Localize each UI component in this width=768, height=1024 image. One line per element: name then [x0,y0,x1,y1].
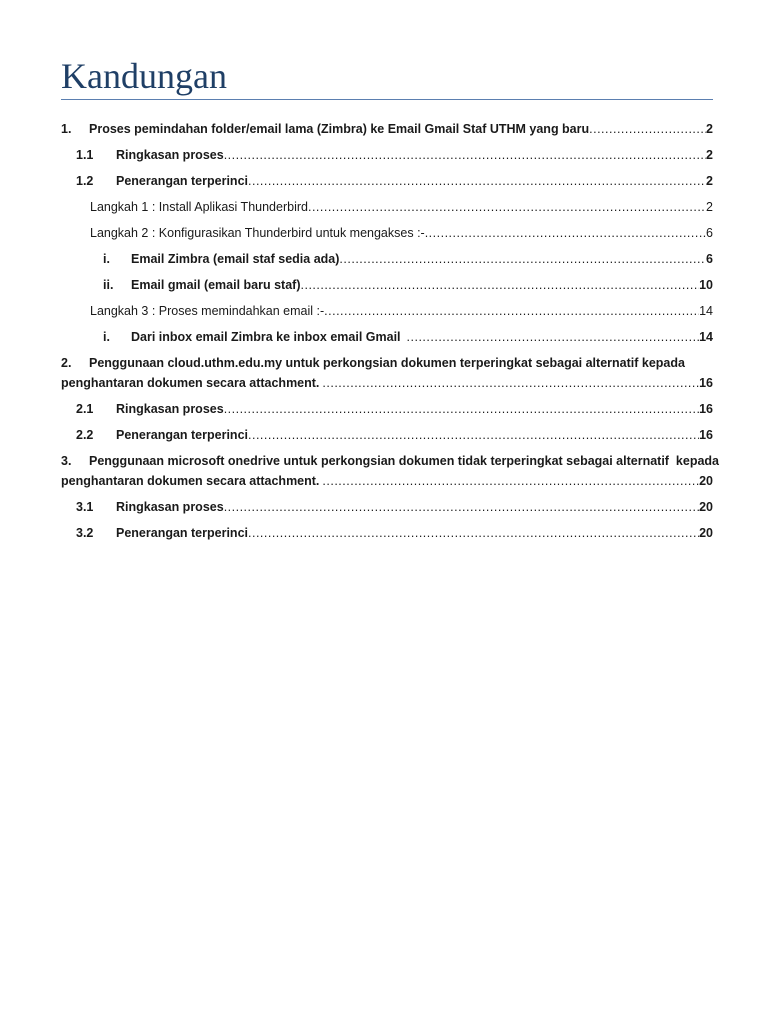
toc-number: i. [103,330,110,344]
dot-leader [308,197,706,217]
toc-page-number: 6 [706,252,713,266]
toc-text: Ringkasan proses [116,500,224,514]
toc-page-number: 20 [699,500,713,514]
toc-text: Penerangan terperinci [116,526,248,540]
toc-text: Penerangan terperinci [116,174,248,188]
toc-text-line-2: penghantaran dokumen secara attachment. [61,474,320,488]
toc-page-number: 6 [706,226,713,240]
toc-page-number: 20 [699,526,713,540]
dot-leader [322,373,699,393]
toc-page-number: 14 [699,330,713,344]
toc-entry-3-2[interactable] [61,523,713,543]
toc-number: ii. [103,278,114,292]
toc-entry-langkah-2-i[interactable] [61,249,713,269]
toc-entry-langkah-1[interactable] [61,197,713,217]
dot-leader [425,223,706,243]
toc-entry-2-1[interactable] [61,399,713,419]
toc-page-number: 14 [699,304,713,318]
dot-leader [301,275,700,295]
toc-number: 2.1 [76,402,94,416]
toc-page-number: 2 [706,200,713,214]
toc-number: i. [103,252,110,266]
toc-entry-1-2[interactable] [61,171,713,191]
toc-entry-langkah-2-ii[interactable] [61,275,713,295]
table-of-contents [61,118,719,543]
toc-text: Ringkasan proses [116,402,224,416]
toc-entry-2[interactable] [61,353,713,393]
toc-text-line-1: Penggunaan microsoft onedrive untuk perkongsian dokumen tidak terperingkat sebagai alternatif kepada [89,454,719,468]
toc-number: 1.1 [76,148,94,162]
toc-number: 1. [61,122,72,136]
toc-text: Langkah 1 : Install Aplikasi Thunderbird [90,200,308,214]
page-title: Kandungan [61,56,227,96]
dot-leader [339,249,706,269]
toc-number: 3. [61,454,72,468]
toc-number: 1.2 [76,174,94,188]
toc-entry-langkah-2[interactable] [61,223,713,243]
title-underline [61,99,713,100]
toc-text: Ringkasan proses [116,148,224,162]
toc-page-number: 2 [706,122,713,136]
toc-entry-1[interactable] [61,119,713,139]
toc-text: Penerangan terperinci [116,428,248,442]
dot-leader [248,523,699,543]
dot-leader [224,399,699,419]
toc-number: 3.2 [76,526,94,540]
dot-leader [248,171,706,191]
dot-leader [322,471,699,491]
dot-leader [324,301,699,321]
toc-text: Dari inbox email Zimbra ke inbox email Gmail [131,330,401,344]
dot-leader [248,425,699,445]
toc-text: Email Zimbra (email staf sedia ada) [131,252,340,266]
toc-number: 3.1 [76,500,94,514]
toc-entry-langkah-3-i[interactable] [61,327,713,347]
dot-leader [589,119,706,139]
toc-number: 2.2 [76,428,94,442]
toc-text-line-2: penghantaran dokumen secara attachment. [61,376,320,390]
toc-page-number: 2 [706,148,713,162]
dot-leader [224,145,706,165]
toc-text-line-1: Penggunaan cloud.uthm.edu.my untuk perkongsian dokumen terperingkat sebagai alternatif kepada [89,356,685,370]
toc-page-number: 16 [699,428,713,442]
toc-page-number: 20 [699,474,713,488]
toc-text: Langkah 3 : Proses memindahkan email :- [90,304,325,318]
dot-leader [224,497,699,517]
toc-entry-3-1[interactable] [61,497,713,517]
toc-page-number: 2 [706,174,713,188]
toc-number: 2. [61,356,72,370]
toc-page-number: 16 [699,376,713,390]
toc-page-number: 16 [699,402,713,416]
toc-entry-langkah-3[interactable] [61,301,713,321]
toc-entry-1-1[interactable] [61,145,713,165]
toc-entry-2-2[interactable] [61,425,713,445]
toc-text: Email gmail (email baru staf) [131,278,301,292]
dot-leader [407,327,700,347]
toc-entry-3[interactable] [61,451,719,491]
toc-page-number: 10 [699,278,713,292]
toc-text: Langkah 2 : Konfigurasikan Thunderbird untuk mengakses :- [90,226,425,240]
toc-text: Proses pemindahan folder/email lama (Zimbra) ke Email Gmail Staf UTHM yang baru [89,122,590,136]
